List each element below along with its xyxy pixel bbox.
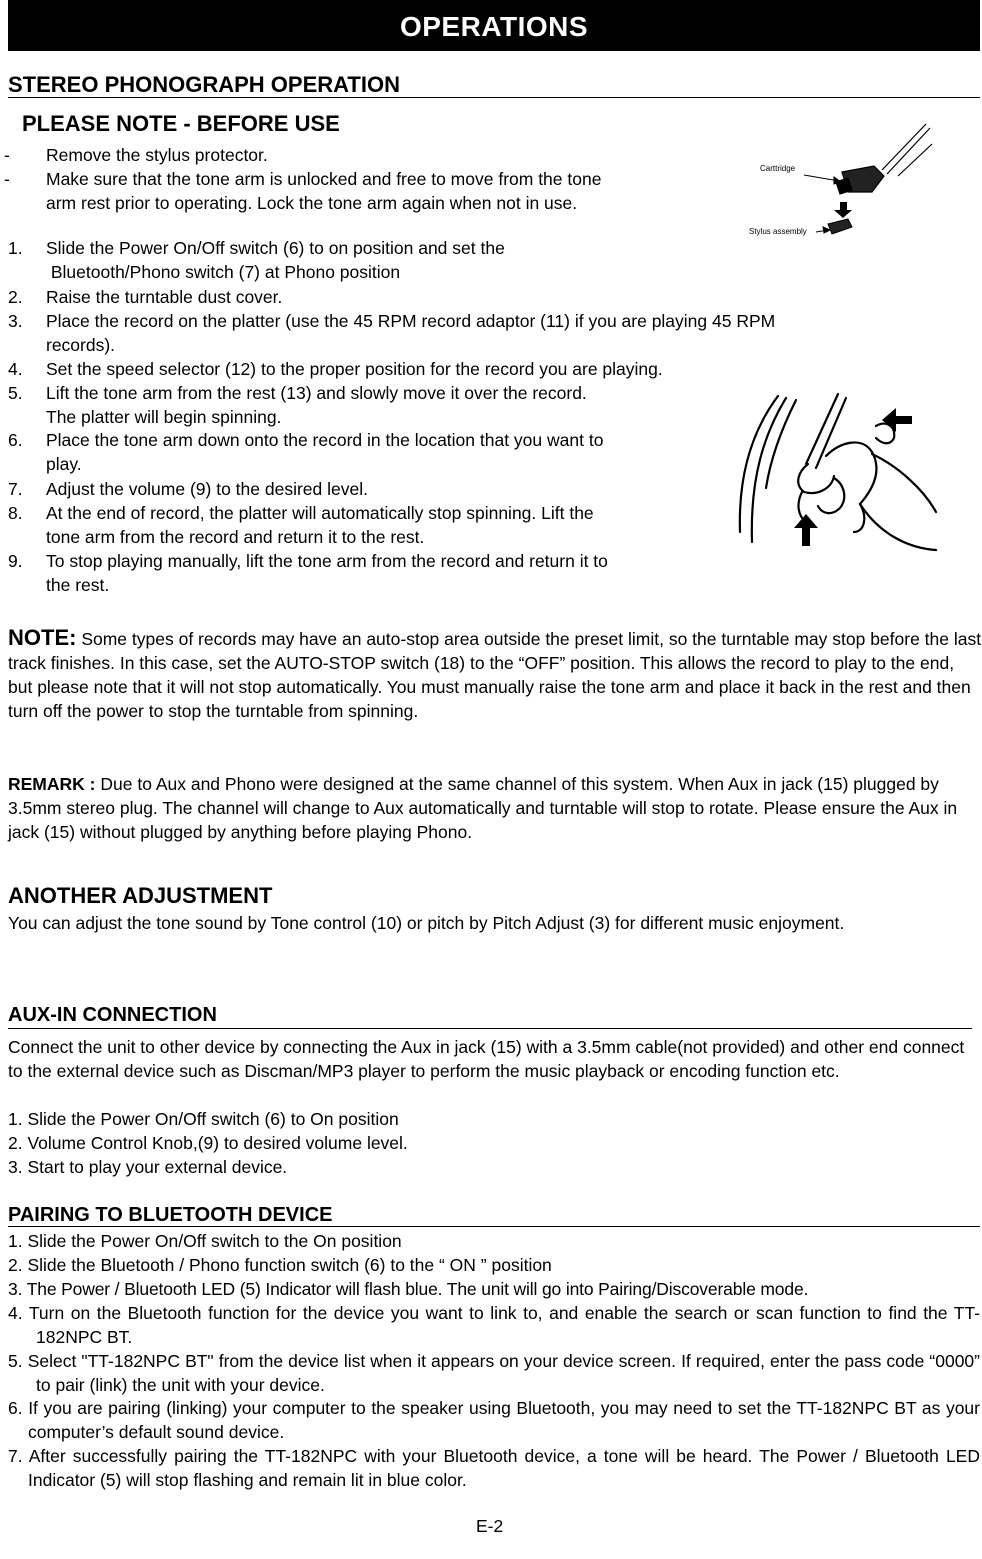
- tone-arm-drawing: [836, 124, 932, 194]
- step-text: Bluetooth/Phono switch (7) at Phono position: [46, 262, 401, 282]
- left-arrow-icon: [882, 408, 912, 432]
- adjustment-text: You can adjust the tone sound by Tone control (10) or pitch by Pitch Adjust (3) for different music enjoyment.: [8, 913, 845, 933]
- bluetooth-step: [8, 1349, 980, 1397]
- remark-label: REMARK :: [8, 774, 96, 794]
- adjustment-heading: ANOTHER ADJUSTMENT: [8, 883, 273, 908]
- aux-step: 3. Start to play your external device.: [8, 1157, 288, 1177]
- step-text: Set the speed selector (12) to the proper position for the record you are playing.: [46, 359, 663, 379]
- note-before-use-heading: PLEASE NOTE - BEFORE USE: [22, 111, 340, 136]
- dash-item-text: arm rest prior to operating. Lock the tone arm again when not in use.: [46, 193, 578, 213]
- aux-heading: AUX-IN CONNECTION: [8, 1004, 217, 1026]
- aux-heading-rule: [8, 1028, 972, 1029]
- step-text: Place the record on the platter (use the 45 RPM record adaptor (11) if you are playing 45 RPM: [46, 311, 776, 331]
- stereo-heading-rule: [8, 97, 980, 98]
- bluetooth-step: [8, 1229, 982, 1253]
- step-text: the rest.: [46, 575, 110, 595]
- aux-step: 2. Volume Control Knob,(9) to desired volume level.: [8, 1133, 408, 1153]
- step-marker: 6.: [8, 430, 23, 450]
- step-text: Slide the Power On/Off switch (6) to on position and set the: [46, 238, 505, 258]
- remark-text: Due to Aux and Phono were designed at the same channel of this system. When Aux in jack (15) plugged by 3.5mm stereo plug. The channel will change to Aux automatically and turntable will stop to rotate. Please ensure the Aux in jack (15) without plugged by anything before playing Phono.: [8, 774, 958, 842]
- bluetooth-step-marker: 5.: [8, 1351, 23, 1371]
- step-marker: 4.: [8, 359, 23, 379]
- bluetooth-step: [8, 1253, 982, 1277]
- step-marker: 9.: [8, 551, 23, 571]
- stereo-heading: STEREO PHONOGRAPH OPERATION: [8, 72, 400, 97]
- remark-paragraph: [8, 772, 982, 844]
- bluetooth-step-marker: 6.: [8, 1398, 23, 1418]
- bluetooth-step-marker: 4.: [8, 1303, 23, 1323]
- step-text: Raise the turntable dust cover.: [46, 287, 283, 307]
- aux-step: 1. Slide the Power On/Off switch (6) to On position: [8, 1109, 399, 1129]
- hand-lifting-tone-arm-illustration: [736, 392, 940, 554]
- bluetooth-step: [8, 1444, 980, 1492]
- bluetooth-step-text: If you are pairing (linking) your computer to the speaker using Bluetooth, you may need to set the TT-182NPC BT as your computer’s default sound device.: [28, 1398, 980, 1442]
- bluetooth-step: [8, 1396, 980, 1444]
- note-text: Some types of records may have an auto-stop area outside the preset limit, so the turntable may stop before the last track finishes. In this case, set the AUTO-STOP switch (18) to the “OFF” position. This allows the record to play to the end, but please note that it will not stop automatically. You must manually raise the tone arm and place it back in the rest and then turn off the power to stop the turntable from spinning.: [8, 629, 982, 721]
- bluetooth-step-marker: 7.: [8, 1446, 23, 1466]
- cartridge-stylus-diagram: [744, 118, 944, 243]
- step-text: To stop playing manually, lift the tone arm from the record and return it to: [46, 551, 608, 571]
- step-marker: 8.: [8, 503, 23, 523]
- up-arrow-icon: [794, 514, 818, 546]
- bluetooth-heading: PAIRING TO BLUETOOTH DEVICE: [8, 1204, 333, 1226]
- bluetooth-step-text: After successfully pairing the TT-182NPC with your Bluetooth device, a tone will be heard. The Power / Bluetooth LED Indicator (5) will stop flashing and remain lit in blue color.: [28, 1446, 980, 1490]
- bluetooth-step-marker: 2.: [8, 1255, 23, 1275]
- stylus-assembly-label: Stylus assembly: [749, 227, 807, 236]
- bluetooth-step-text: Turn on the Bluetooth function for the device you want to link to, and enable the search or scan function to find the TT-182NPC BT.: [28, 1303, 980, 1347]
- note-label: NOTE:: [8, 625, 77, 650]
- arrow-to-stylus-icon: [816, 227, 830, 233]
- step-marker: 1.: [8, 238, 23, 258]
- bluetooth-step-text: The Power / Bluetooth LED (5) Indicator will flash blue. The unit will go into Pairing/Discoverable mode.: [26, 1279, 809, 1299]
- step-marker: 7.: [8, 479, 23, 499]
- step-text: play.: [46, 454, 82, 474]
- bluetooth-step-text: Slide the Bluetooth / Phono function switch (6) to the “ ON ” position: [27, 1255, 552, 1275]
- aux-intro: Connect the unit to other device by connecting the Aux in jack (15) with a 3.5mm cable(not provided) and other end connect to the external device such as Discman/MP3 player to perform the music playback or encoding function etc.: [8, 1037, 965, 1081]
- step-marker: 2.: [8, 287, 23, 307]
- bluetooth-step-text: Select "TT-182NPC BT" from the device list when it appears on your device screen. If required, enter the pass code “0000” to pair (link) the unit with your device.: [27, 1351, 980, 1395]
- stylus-assembly-drawing: [828, 202, 852, 234]
- step-text: At the end of record, the platter will automatically stop spinning. Lift the: [46, 503, 594, 523]
- bluetooth-step-text: Slide the Power On/Off switch to the On position: [27, 1231, 402, 1251]
- dash-item-text: Remove the stylus protector.: [46, 145, 268, 165]
- step-text: The platter will begin spinning.: [46, 407, 282, 427]
- dash-marker: -: [4, 145, 10, 165]
- step-text: Lift the tone arm from the rest (13) and slowly move it over the record.: [46, 383, 587, 403]
- bluetooth-step-marker: 3.: [8, 1279, 23, 1299]
- step-marker: 5.: [8, 383, 23, 403]
- bluetooth-step: [8, 1301, 980, 1349]
- step-text: tone arm from the record and return it to the rest.: [46, 527, 425, 547]
- page-number: E-2: [476, 1516, 504, 1536]
- bluetooth-step: [8, 1277, 982, 1301]
- dash-marker: -: [4, 169, 10, 189]
- step-text: Adjust the volume (9) to the desired level.: [46, 479, 368, 499]
- cartridge-label: Carttridge: [760, 164, 796, 173]
- step-marker: 3.: [8, 311, 23, 331]
- step-text: records).: [46, 335, 116, 355]
- dash-item-text: Make sure that the tone arm is unlocked and free to move from the tone: [46, 169, 602, 189]
- bluetooth-step-marker: 1.: [8, 1231, 23, 1251]
- section-title-banner: OPERATIONS: [8, 0, 980, 51]
- arrow-to-cartridge-icon: [804, 175, 841, 184]
- bluetooth-heading-rule: [8, 1226, 980, 1227]
- note-paragraph: [8, 626, 982, 723]
- step-text: Place the tone arm down onto the record in the location that you want to: [46, 430, 604, 450]
